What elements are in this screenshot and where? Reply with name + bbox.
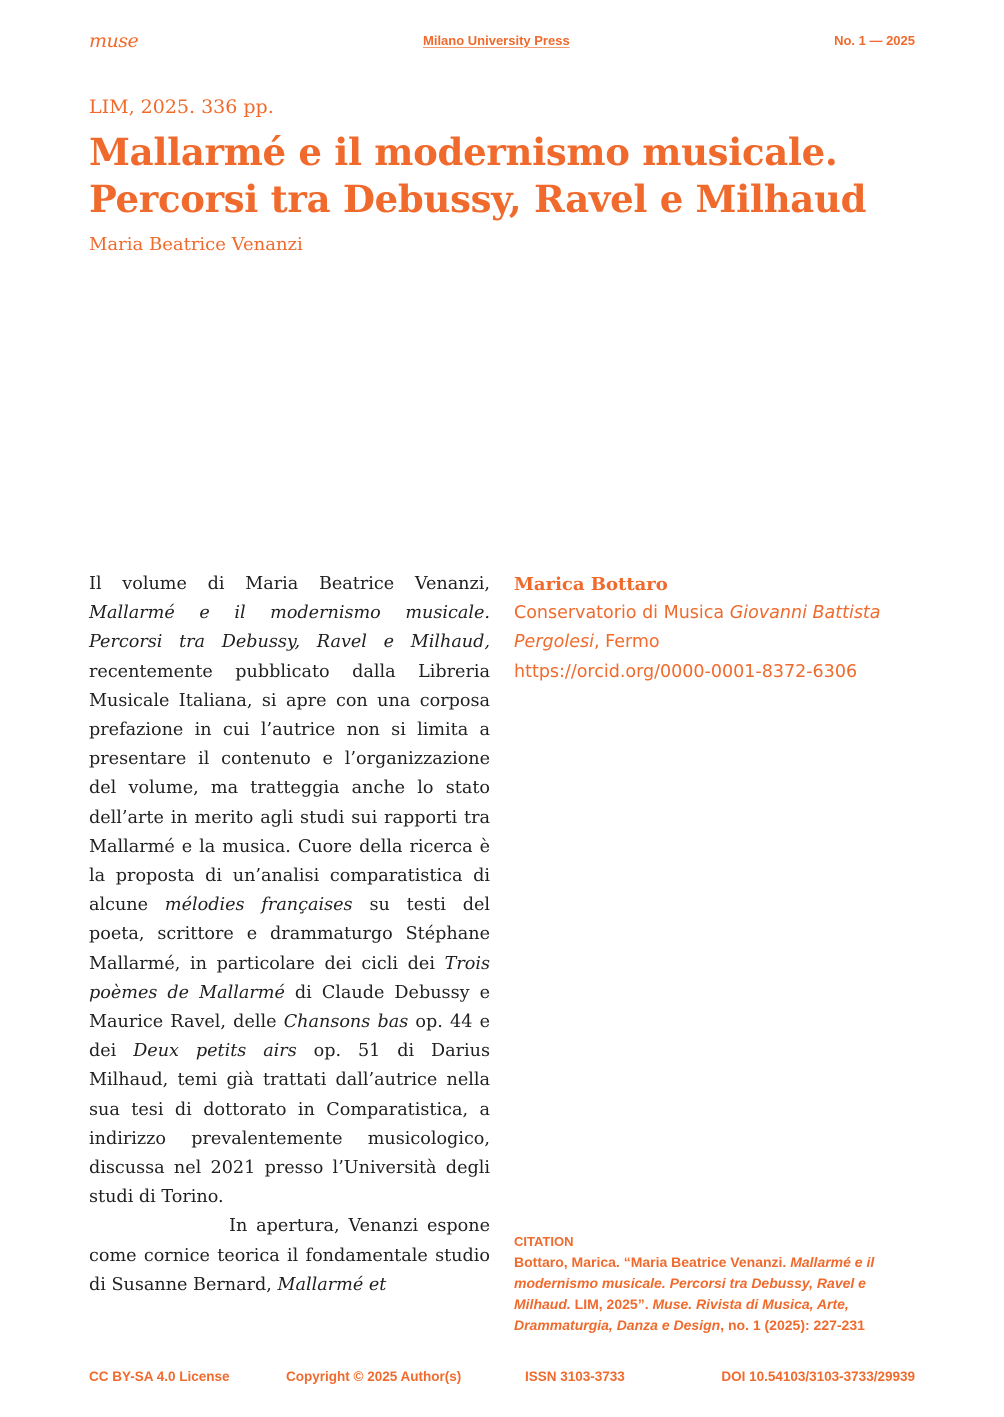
affiliation-city: , Fermo <box>593 632 660 653</box>
book-author: Maria Beatrice Venanzi <box>89 234 303 255</box>
issn: ISSN 3103-3733 <box>525 1369 625 1384</box>
body-paragraph-2: In apertura, Venanzi espone come cornice teorica il fondamentale studio di Susanne Bernard, Mallarmé et <box>89 1216 490 1295</box>
journal-logo: muse <box>89 30 139 52</box>
page-header <box>89 30 915 52</box>
title-line-1: Mallarmé e il modernismo musicale. <box>89 130 838 174</box>
article-body <box>89 570 490 1300</box>
affiliation-institution: Giovanni Battista Pergolesi <box>514 603 881 653</box>
doi-link[interactable]: DOI 10.54103/3103-3733/29939 <box>721 1369 915 1384</box>
page-title <box>89 129 909 223</box>
book-publication-info: LIM, 2025. 336 pp. <box>89 96 274 118</box>
body-paragraph-1: Il volume di Maria Beatrice Venanzi, Mallarmé e il modernismo musicale. Percorsi tra Debussy, Ravel e Milhaud, recentemente pubblicato dalla Libreria Musicale Italiana, si apre con una corposa prefazione in cui l’autrice non si limita a presentare il contenuto e l’organizzazione del volume, ma tratteggia anche lo stato dell’arte in merito agli studi sui rapporti tra Mallarmé e la musica. Cuore della ricerca è la proposta di un’analisi comparatistica di alcune mélodies françaises su testi del poeta, scrittore e drammaturgo Stéphane Mallarmé, in particolare dei cicli dei Trois poèmes de Mallarmé di Claude Debussy e Maurice Ravel, delle Chansons bas op. 44 e dei Deux petits airs op. 51 di Darius Milhaud, temi già trattati dall’autrice nella sua tesi di dottorato in Comparatistica, a indirizzo prevalentemente musicologico, discussa nel 2021 presso l’Università degli studi di Torino. <box>89 574 491 1208</box>
page-footer <box>89 1369 915 1387</box>
citation-text: Bottaro, Marica. “Maria Beatrice Venanzi. Mallarmé e il modernismo musicale. Percorsi tra Debussy, Ravel e Milhaud. LIM, 2025”. Muse. Rivista di Musica, Arte, Drammaturgia, Danza e Design, no. 1 (2025): 227-231 <box>514 1254 875 1333</box>
orcid-link[interactable]: https://orcid.org/0000-0001-8372-6306 <box>514 661 858 682</box>
title-line-2: Percorsi tra Debussy, Ravel e Milhaud <box>89 177 867 221</box>
publisher-link[interactable]: Milano University Press <box>423 33 570 48</box>
issue-number: No. 1 — 2025 <box>834 33 915 48</box>
reviewer-affiliation <box>514 599 914 657</box>
license-link[interactable]: CC BY-SA 4.0 License <box>89 1369 230 1384</box>
citation-label: CITATION <box>514 1234 574 1249</box>
copyright-notice: Copyright © 2025 Author(s) <box>286 1369 462 1384</box>
reviewer-info <box>514 570 914 687</box>
reviewer-name: Marica Bottaro <box>514 574 668 595</box>
citation-block <box>514 1231 894 1336</box>
affiliation-text: Conservatorio di Musica <box>514 603 730 624</box>
